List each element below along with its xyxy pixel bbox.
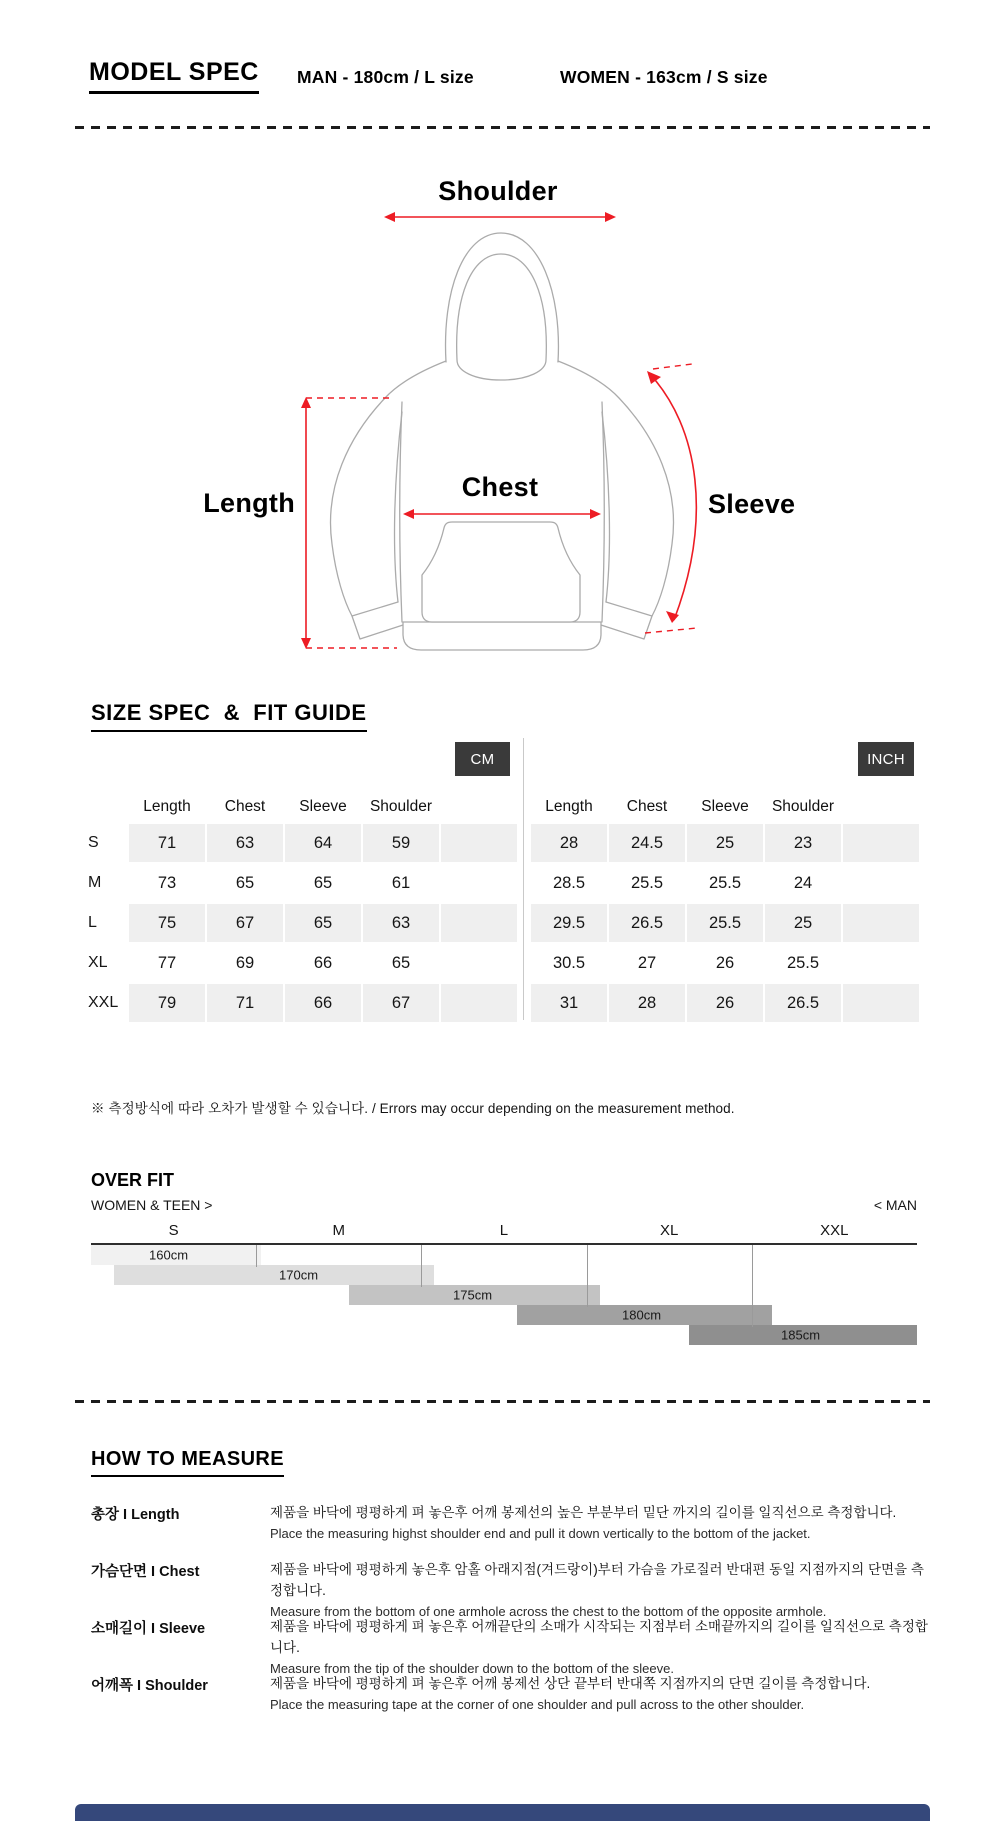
inch-value: 28 [609,984,685,1022]
size-row-label: L [88,914,97,931]
fit-size-axis [91,1222,917,1239]
diagram-length-label: Length [203,488,295,518]
measurement-note: ※ 측정방식에 따라 오차가 발생할 수 있습니다. / Errors may occur depending on the measurement method. [91,1101,735,1116]
cm-value: 75 [129,904,205,942]
cm-value: 63 [207,824,283,862]
measure-item-sleeve: 소매길이 I Sleeve 제품을 바닥에 평평하게 펴 놓은후 어깨끝단의 소매가 시작되는 지점부터 소매끝까지의 길이를 일직선으로 측정합니다. Measure from the tip of the shoulder down to the bottom of the sleeve. [91,1619,928,1676]
inch-value: 25 [687,824,763,862]
cm-value: 66 [285,984,361,1022]
dashed-divider-bottom [75,1400,930,1403]
inch-value: 24 [793,873,813,892]
cm-value: 63 [363,904,439,942]
fit-size-label: M [332,1222,346,1239]
cm-value: 65 [285,904,361,942]
cm-value: 65 [313,873,333,892]
size-row-label: S [88,834,99,851]
cm-col-header: Chest [224,798,266,815]
table-divider [523,738,524,1020]
cm-value: 59 [363,824,439,862]
measure-item-shoulder: 어깨폭 I Shoulder 제품을 바닥에 평평하게 펴 놓은후 어깨 봉제선 상단 끝부터 반대쪽 지점까지의 단면 길이를 측정합니다. Place the measuring tape at the corner of one shoulder and pull across to the other shoulder. [91,1676,871,1712]
cm-value: 67 [363,984,439,1022]
model-spec-heading [89,58,259,94]
unit-badge-inch: INCH [858,742,914,776]
overfit-heading: OVER FIT [91,1170,175,1190]
how-to-measure-heading: HOW TO MEASURE [91,1448,284,1477]
cm-col-header: Length [143,798,191,815]
cm-value: 64 [285,824,361,862]
inch-value: 28 [531,824,607,862]
inch-value: 27 [637,953,657,972]
fit-bar-185: 185cm [689,1325,917,1345]
fit-bar-170: 170cm [114,1265,434,1285]
model-spec-title: MODEL SPEC [89,58,259,94]
cm-value: 77 [157,953,177,972]
cm-value: 71 [129,824,205,862]
cm-value: 65 [235,873,255,892]
size-table-cm [88,788,517,1022]
cm-value: 71 [207,984,283,1022]
fit-tick [752,1245,753,1327]
measure-item-length: 총장 I Length 제품을 바닥에 평평하게 펴 놓은후 어깨 봉제선의 높은 부분부터 밑단 까지의 길이를 일직선으로 측정합니다. Place the measuring highst shoulder end and pull it down vertically to the bottom of the jacket. [91,1505,897,1541]
inch-value: 25.5 [708,873,742,892]
diagram-chest-label: Chest [461,472,539,502]
cm-col-header: Shoulder [369,798,433,815]
fit-bar-175: 175cm [349,1285,600,1305]
size-row-label: XL [88,954,108,971]
size-row-label: M [88,874,102,891]
fit-size-label: XXL [820,1222,849,1239]
fit-guide-chart [91,1222,917,1348]
cm-value: 79 [129,984,205,1022]
hoodie-measurement-diagram [0,150,1000,710]
fit-size-label: L [499,1222,509,1239]
inch-value: 26.5 [765,984,841,1022]
diagram-sleeve-label: Sleeve [708,489,796,519]
inch-value: 26.5 [609,904,685,942]
cm-value: 69 [235,953,255,972]
diagram-shoulder-label: Shoulder [438,176,558,206]
inch-value: 31 [531,984,607,1022]
fitguide-left-label: WOMEN & TEEN > [91,1197,213,1213]
inch-value: 25 [765,904,841,942]
fitguide-right-label: < MAN [873,1197,917,1213]
inch-value: 24.5 [609,824,685,862]
cm-value: 65 [391,953,411,972]
man-spec-text: MAN - 180cm / L size [297,67,474,87]
inch-value: 30.5 [552,953,586,972]
inch-value: 25.5 [630,873,664,892]
fit-tick [587,1245,588,1307]
bottom-banner-bar [75,1804,930,1821]
size-row-label: XXL [88,994,119,1011]
inch-value: 29.5 [531,904,607,942]
inch-value: 26 [687,984,763,1022]
cm-value: 67 [207,904,283,942]
fit-bar-180: 180cm [517,1305,772,1325]
cm-col-header: Sleeve [299,798,347,815]
inch-value: 25.5 [687,904,763,942]
inch-col-header: Sleeve [701,798,749,815]
fit-tick [256,1245,257,1267]
size-spec-heading: SIZE SPEC & FIT GUIDE [91,700,367,732]
inch-col-header: Chest [626,798,668,815]
inch-value: 25.5 [786,953,820,972]
dashed-divider-top [75,126,930,129]
inch-value: 28.5 [552,873,586,892]
fit-size-label: S [168,1222,179,1239]
cm-value: 61 [391,873,411,892]
fit-bars [91,1245,917,1345]
inch-col-header: Length [545,798,593,815]
inch-col-header: Shoulder [771,798,835,815]
how-to-measure-list [91,1502,936,1742]
measure-item-chest: 가슴단면 I Chest 제품을 바닥에 평평하게 놓은후 암홀 아래지점(겨드랑이)부터 가슴을 가로질러 반대편 동일 지점까지의 단면을 측정합니다. Measure from the bottom of one armhole across the chest to the bottom of the opposite armhole. [91,1562,924,1619]
size-table-inch [531,788,919,1022]
inch-value: 26 [715,953,735,972]
cm-value: 66 [313,953,333,972]
fit-bar-160: 160cm [91,1245,261,1265]
fit-tick [421,1245,422,1287]
fit-size-label: XL [659,1222,679,1239]
inch-value: 23 [765,824,841,862]
cm-value: 73 [157,873,177,892]
women-spec-text: WOMEN - 163cm / S size [560,67,768,87]
unit-badge-cm: CM [455,742,510,776]
